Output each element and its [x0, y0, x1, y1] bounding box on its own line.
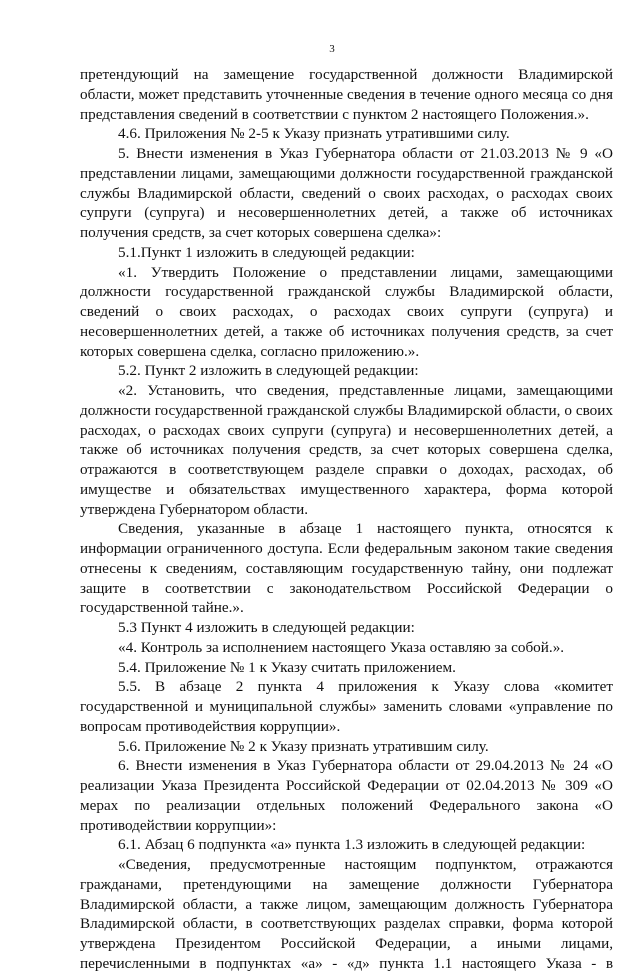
paragraph-5: 5. Внести изменения в Указ Губернатора области от 21.03.2013 № 9 «О представлении лицами, замещающими должности государственной гражданской службы Владимирской области, сведений о своих расходах, о расходах своих супруги (супруга) и несовершеннолетних детей, а также об источниках получения средств, за счет которых совершена сделка»:: [80, 145, 613, 241]
paragraph-4-6: 4.6. Приложения № 2-5 к Указу признать утратившими силу.: [118, 125, 510, 143]
paragraph-5-1: 5.1.Пункт 1 изложить в следующей редакции:: [118, 243, 415, 261]
page-number: 3: [329, 43, 335, 55]
paragraph-6-1: 6.1. Абзац 6 подпункта «а» пункта 1.3 изложить в следующей редакции:: [118, 836, 586, 854]
paragraph-6: 6. Внести изменения в Указ Губернатора области от 29.04.2013 № 24 «О реализации Указа Президента Российской Федерации от 02.04.2013 № 309 «О мерах по реализации отдельных положений Федерального закона «О противодействии коррупции»:: [80, 757, 613, 834]
paragraph-6-1-quote: «Сведения, предусмотренные настоящим подпунктом, отражаются гражданами, претендующими на замещение должности Губернатора Владимирской области, а также лицом, замещающим должность Губернатора Владимирской области, в соответствующих разделах справки, форма которой утверждена Президентом Российской Федерации, а иными лицами, перечисленными в подпунктах «а» - «д» пункта 1.1 настоящего Указа - в: [80, 856, 613, 972]
paragraph-5-3-quote: «4. Контроль за исполнением настоящего Указа оставляю за собой.».: [118, 638, 565, 656]
paragraph-continuation: претендующий на замещение государственной должности Владимирской области, может представить уточненные сведения в течение одного месяца со дня представления сведений в соответствии с пунктом 2 настоящего Положения.».: [80, 66, 613, 123]
paragraph-5-3: 5.3 Пункт 4 изложить в следующей редакции:: [118, 619, 415, 636]
paragraph-5-2-quote: «2. Установить, что сведения, представленные лицами, замещающими должности государственной гражданской службы Владимирской области, о своих расходах, о расходах своих супруги (супруга) и несовершеннолетних детей, а также об источниках получения средств, за счет которых совершена сделка, отражаются в соответствующем разделе справки о доходах, расходах, об имуществе и обязательствах имущественного характера, форма которой утверждена Губернатором области.: [80, 382, 613, 518]
paragraph-5-4: 5.4. Приложение № 1 к Указу считать приложением.: [118, 658, 456, 676]
paragraph-5-2-quote-continued: Сведения, указанные в абзаце 1 настоящего пункта, относятся к информации ограниченного доступа. Если федеральным законом такие сведения отнесены к сведениям, составляющим государственную тайну, они подлежат защите в соответствии с законодательством Российской Федерации о государственной тайне.».: [80, 520, 613, 617]
paragraph-5-5: 5.5. В абзаце 2 пункта 4 приложения к Указу слова «комитет государственной и муниципальной службы» заменить словами «управление по вопросам противодействия коррупции».: [80, 678, 613, 735]
paragraph-5-1-quote: «1. Утвердить Положение о представлении лицами, замещающими должности государственной гражданской службы Владимирской области, сведений о своих расходах, о расходах своих супруги (супруга) и несовершеннолетних детей, а также об источниках получения средств, за счет которых совершена сделка, согласно приложению.».: [80, 263, 613, 360]
document-body: [80, 65, 613, 974]
paragraph-5-2: 5.2. Пункт 2 изложить в следующей редакции:: [118, 362, 419, 380]
paragraph-5-6: 5.6. Приложение № 2 к Указу признать утратившим силу.: [118, 737, 489, 755]
